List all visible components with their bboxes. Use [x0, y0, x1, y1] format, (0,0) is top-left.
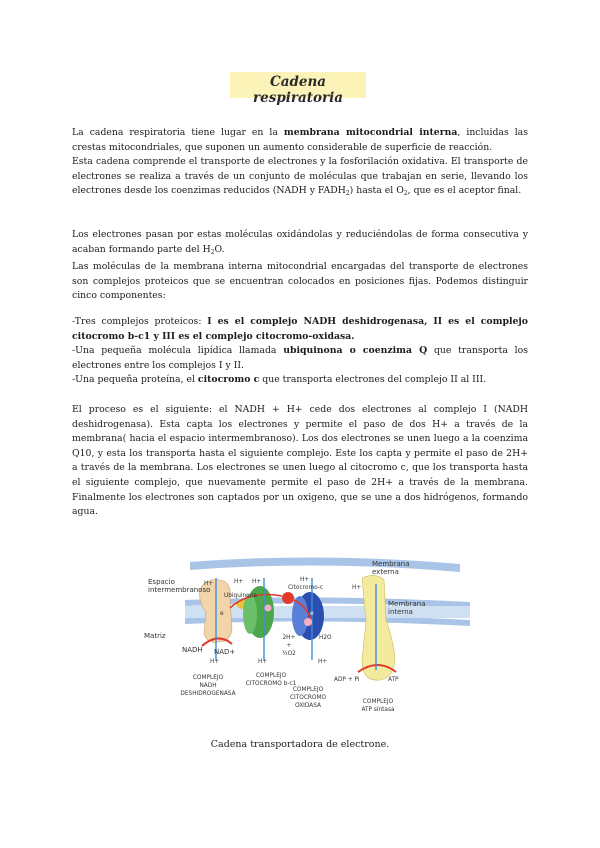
label-hplus: H+	[252, 579, 262, 585]
bold-text: I es el complejo NADH deshidrogenasa, II es el complejo citocromo b-c1 y III es el complejo citocromo-oxidasa.	[72, 316, 528, 342]
label-hplus: H+	[318, 659, 328, 665]
paragraph-intro	[72, 126, 528, 202]
paragraph-3	[72, 228, 528, 260]
figure-caption: Cadena transportadora de electrone.	[210, 739, 390, 750]
label-hplus: H+	[204, 581, 214, 587]
label-hplus: H+	[352, 585, 362, 591]
label-complejo-atp: COMPLEJO ATP síntasa	[361, 699, 395, 713]
text: que transporta electrones del complejo II al III.	[259, 374, 487, 386]
bold-text: ubiquinona o coenzima Q	[283, 345, 428, 357]
subscript: 2	[403, 190, 408, 198]
paragraph-5: El proceso es el siguiente: el NADH + H+ cede dos electrones al complejo I (NADH deshidrogenasa). Esta capta los electrones y permite el paso de dos H+ a través de la membrana( hacia el espacio intermembranoso). Los dos electrones se unen luego a la coenzima Q10, y esta los transporta hasta el siguiente complejo. Este los capta y permite el paso de 2H+ a través de la membrana. Los electrones se unen luego al citocromo c, que los transporta hasta el siguiente complejo, que nuevamente permite el paso de 2H+ a través de la membrana. Finalmente los electrones son captados por un oxigeno, que se une a dos hidrógenos, formando agua.	[72, 404, 528, 518]
label-hplus: H+	[300, 577, 310, 583]
paragraph-block-2	[72, 228, 528, 304]
label-h2o: H2O	[319, 635, 332, 641]
text: ) hasta el O	[349, 185, 404, 197]
list-item	[72, 373, 528, 388]
label-espacio: Espacio intermembranoso	[148, 578, 211, 594]
label-atp: ATP	[388, 677, 399, 683]
label-complejo-nadh: COMPLEJO NADH DESHIDROGENASA	[180, 675, 236, 697]
text: Los electrones pasan por estas moléculas oxidándolas y reduciéndolas de forma consecutiva y acaban formando parte del H	[72, 229, 528, 255]
label-hplus: H+	[210, 659, 220, 665]
label-hplus: H+	[258, 659, 268, 665]
label-hplus: H+	[234, 579, 244, 585]
complex-oxidasa-lobe	[292, 596, 308, 636]
text: que transporta los electrones entre los complejos I y II.	[72, 345, 529, 371]
complex-citocromo-lobe	[243, 594, 257, 634]
text: La cadena respiratoria tiene lugar en la	[72, 127, 284, 138]
title-highlight	[230, 72, 366, 106]
page-title: Cadena respiratoria	[253, 74, 343, 106]
bold-text: citocromo c	[197, 374, 260, 386]
label-e: e	[310, 611, 314, 617]
subscript: 2	[345, 190, 350, 198]
paragraph-2	[72, 155, 528, 202]
heme-dot	[304, 618, 312, 626]
text: Esta cadena comprende el transporte de electrones y la fosforilación oxidativa. El transporte de electrones se realiza a través de un conjunto de moléculas que trabajan en serie, llevando los electrones desde los coenzimas reducidos (NADH y FADH	[72, 156, 528, 197]
list-item	[72, 344, 528, 373]
label-membrana-interna: Membrana interna	[388, 600, 426, 616]
text: -Una pequeña proteína, el	[72, 374, 198, 386]
electron-transport-figure	[140, 550, 470, 720]
text: , incluidas las crestas mitocondriales, que suponen un aumento considerable de superficie de reacción.	[72, 127, 528, 153]
list-item	[72, 315, 528, 344]
label-adp: ADP + Pi	[334, 677, 360, 683]
citocromo-c-shape	[282, 592, 294, 604]
text: -Una pequeña molécula lipídica llamada	[72, 345, 284, 357]
label-citocromo-c: Citocromo-c	[288, 585, 324, 591]
label-2h-o2: 2H+ + ½O2	[282, 635, 296, 657]
heme-dot	[265, 605, 272, 612]
components-list	[72, 315, 528, 388]
text: -Tres complejos proteicos:	[72, 316, 208, 327]
label-complejo-oxidasa: COMPLEJO CITOCROMO OXIDASA	[289, 687, 327, 709]
paragraph-1	[72, 126, 528, 155]
outer-membrane	[190, 557, 460, 572]
label-membrana-externa: Membrana externa	[372, 560, 410, 576]
bold-text: membrana mitocondrial interna	[283, 127, 458, 138]
label-nadh: NADH	[182, 646, 203, 654]
label-e: e	[220, 611, 224, 617]
process-paragraph	[72, 403, 528, 520]
label-nad: NAD+	[214, 648, 236, 656]
subscript: 2	[210, 248, 215, 256]
paragraph-4: Las moléculas de la membrana interna mitocondrial encargadas del transporte de electrones son complejos proteicos que se encuentran colocados en posiciones fijas. Podemos distinguir cinco componentes:	[72, 261, 528, 302]
label-matriz: Matriz	[144, 632, 166, 640]
text: O.	[214, 243, 225, 255]
text: , que es el aceptor final.	[407, 185, 522, 197]
label-ubiquinona: Ubiquinona	[224, 593, 257, 599]
label-complejo-citocromo: COMPLEJO CITOCROMO b-c1	[245, 673, 297, 687]
